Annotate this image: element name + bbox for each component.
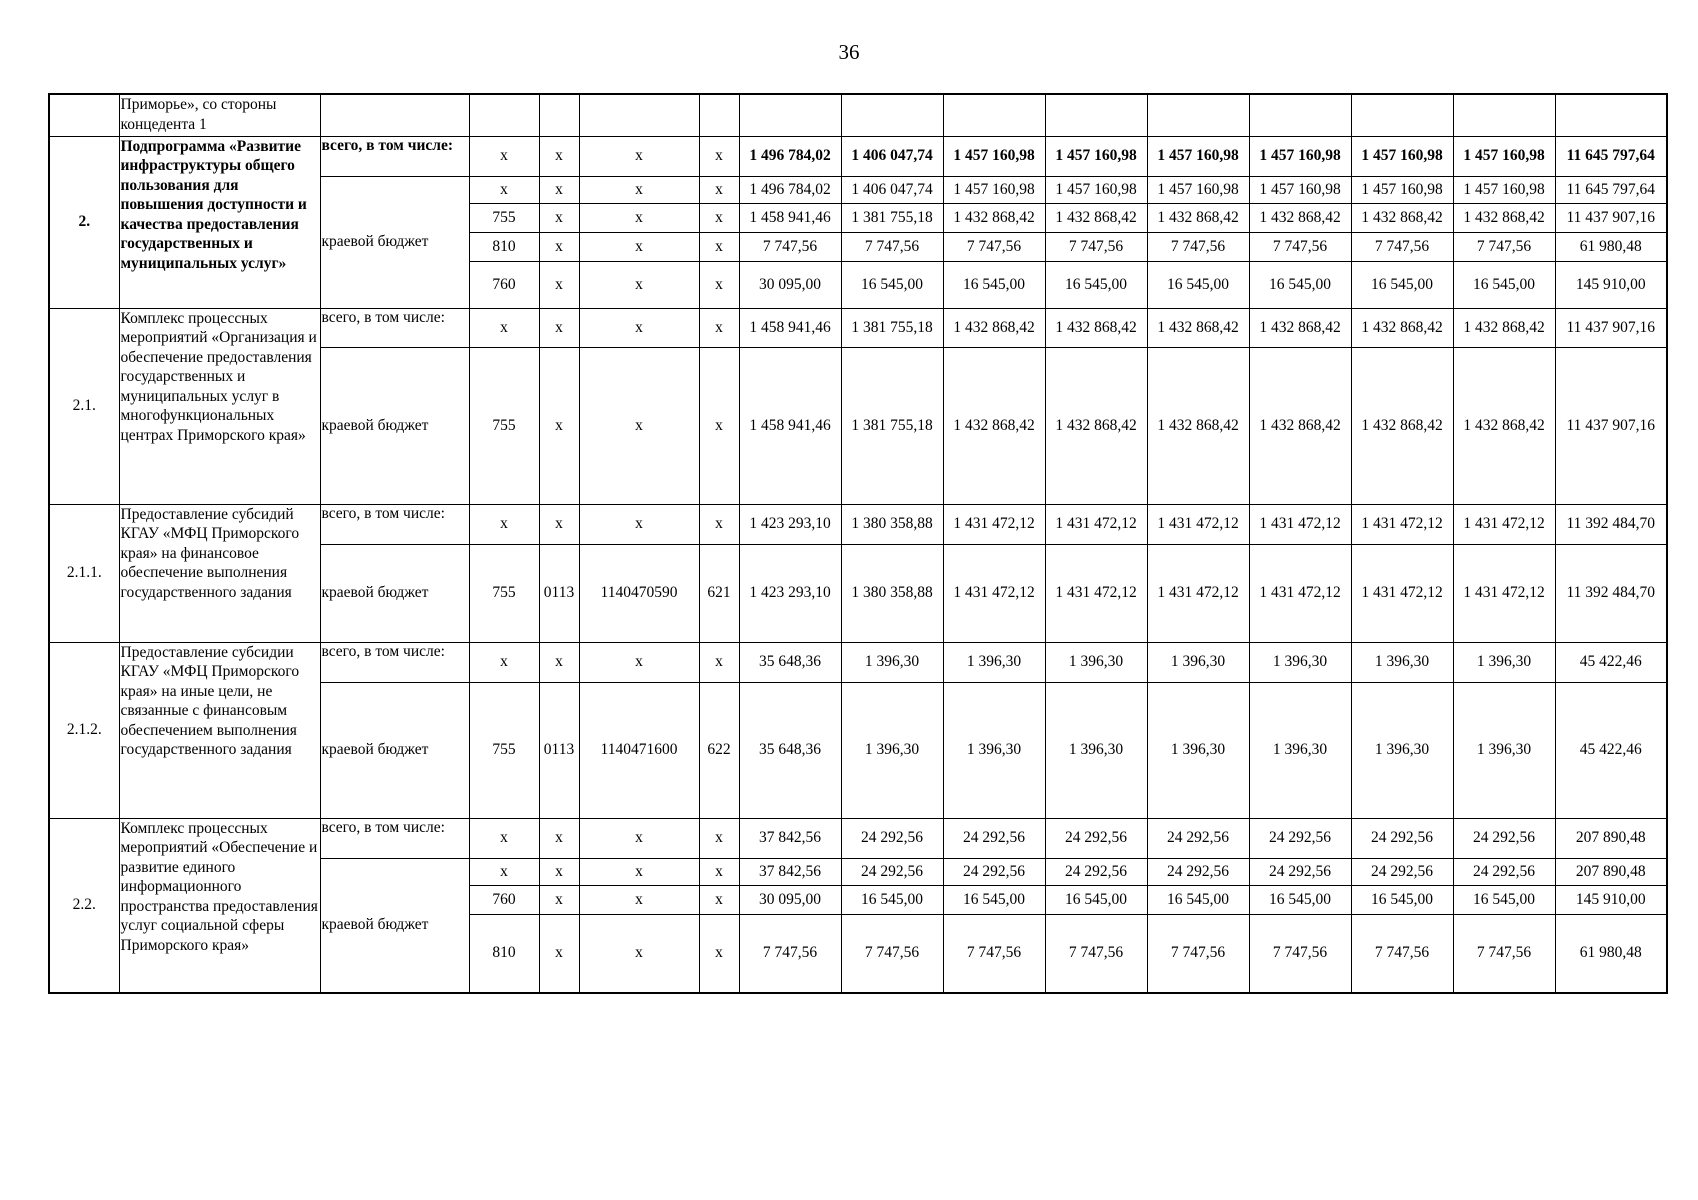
total-amount: 11 437 907,16 <box>1555 203 1667 232</box>
expense-type-code: x <box>699 232 739 261</box>
year-amount: 1 431 472,12 <box>1045 544 1147 642</box>
row-number: 2.1.1. <box>49 504 119 642</box>
expense-type-code: 621 <box>699 544 739 642</box>
year-amount: 1 431 472,12 <box>943 504 1045 544</box>
year-amount: 16 545,00 <box>1147 885 1249 914</box>
target-item-code: 1140471600 <box>579 682 699 818</box>
year-amount: 1 432 868,42 <box>1453 308 1555 347</box>
total-amount <box>1555 94 1667 136</box>
row-number: 2.2. <box>49 818 119 993</box>
year-amount: 1 458 941,46 <box>739 203 841 232</box>
section-code: 0113 <box>539 544 579 642</box>
funding-source: краевой бюджет <box>320 858 469 993</box>
funding-source: краевой бюджет <box>320 544 469 642</box>
year-amount: 24 292,56 <box>1045 858 1147 885</box>
expense-type-code: x <box>699 176 739 203</box>
total-amount: 11 645 797,64 <box>1555 136 1667 176</box>
year-amount: 1 431 472,12 <box>1147 544 1249 642</box>
year-amount: 16 545,00 <box>1453 885 1555 914</box>
total-amount: 11 437 907,16 <box>1555 347 1667 504</box>
year-amount: 1 458 941,46 <box>739 347 841 504</box>
row-number: 2. <box>49 136 119 308</box>
year-amount: 1 380 358,88 <box>841 504 943 544</box>
year-amount: 16 545,00 <box>1045 261 1147 308</box>
funding-source: всего, в том числе: <box>320 818 469 858</box>
grbs-code: x <box>469 308 539 347</box>
grbs-code: 755 <box>469 682 539 818</box>
grbs-code: 760 <box>469 261 539 308</box>
row-name: Комплекс процессных мероприятий «Организация и обеспечение предоставления государственных и муниципальных услуг в многофункциональных центрах Приморского края» <box>119 308 320 504</box>
section-code: x <box>539 858 579 885</box>
year-amount: 1 380 358,88 <box>841 544 943 642</box>
expense-type-code <box>699 94 739 136</box>
year-amount: 7 747,56 <box>1147 914 1249 993</box>
table-row <box>49 818 1667 858</box>
year-amount: 1 457 160,98 <box>1249 176 1351 203</box>
year-amount: 16 545,00 <box>1147 261 1249 308</box>
year-amount: 1 457 160,98 <box>1147 136 1249 176</box>
year-amount: 16 545,00 <box>943 261 1045 308</box>
year-amount: 1 457 160,98 <box>1453 136 1555 176</box>
year-amount <box>739 94 841 136</box>
total-amount: 145 910,00 <box>1555 261 1667 308</box>
year-amount: 16 545,00 <box>1249 885 1351 914</box>
target-item-code: x <box>579 232 699 261</box>
year-amount: 1 396,30 <box>1453 642 1555 682</box>
year-amount: 24 292,56 <box>943 858 1045 885</box>
target-item-code: x <box>579 885 699 914</box>
year-amount: 1 432 868,42 <box>1045 308 1147 347</box>
year-amount: 24 292,56 <box>1351 858 1453 885</box>
year-amount: 30 095,00 <box>739 885 841 914</box>
year-amount: 1 431 472,12 <box>1045 504 1147 544</box>
year-amount: 16 545,00 <box>943 885 1045 914</box>
funding-source: всего, в том числе: <box>320 308 469 347</box>
grbs-code: x <box>469 176 539 203</box>
row-number: 2.1. <box>49 308 119 504</box>
year-amount: 1 432 868,42 <box>943 203 1045 232</box>
year-amount: 24 292,56 <box>1249 818 1351 858</box>
year-amount: 1 431 472,12 <box>1453 504 1555 544</box>
table-row <box>49 136 1667 176</box>
year-amount: 1 432 868,42 <box>1147 203 1249 232</box>
year-amount: 37 842,56 <box>739 858 841 885</box>
section-code: x <box>539 642 579 682</box>
year-amount: 1 432 868,42 <box>1453 203 1555 232</box>
total-amount: 207 890,48 <box>1555 818 1667 858</box>
year-amount: 1 431 472,12 <box>1249 504 1351 544</box>
year-amount: 1 431 472,12 <box>1453 544 1555 642</box>
year-amount: 1 396,30 <box>1045 642 1147 682</box>
total-amount: 11 392 484,70 <box>1555 504 1667 544</box>
year-amount <box>943 94 1045 136</box>
row-name: Предоставление субсидий КГАУ «МФЦ Приморского края» на финансовое обеспечение выполнения государственного задания <box>119 504 320 642</box>
grbs-code: x <box>469 504 539 544</box>
year-amount: 37 842,56 <box>739 818 841 858</box>
funding-source: краевой бюджет <box>320 176 469 308</box>
year-amount: 1 381 755,18 <box>841 347 943 504</box>
year-amount: 1 431 472,12 <box>1351 504 1453 544</box>
total-amount: 207 890,48 <box>1555 858 1667 885</box>
year-amount: 7 747,56 <box>841 232 943 261</box>
year-amount: 1 457 160,98 <box>943 136 1045 176</box>
year-amount: 1 432 868,42 <box>943 308 1045 347</box>
expense-type-code: x <box>699 261 739 308</box>
year-amount: 7 747,56 <box>1147 232 1249 261</box>
total-amount: 145 910,00 <box>1555 885 1667 914</box>
target-item-code: x <box>579 176 699 203</box>
row-number: 2.1.2. <box>49 642 119 818</box>
year-amount: 1 406 047,74 <box>841 176 943 203</box>
year-amount: 1 432 868,42 <box>1351 347 1453 504</box>
target-item-code: 1140470590 <box>579 544 699 642</box>
year-amount: 7 747,56 <box>943 914 1045 993</box>
year-amount: 1 396,30 <box>841 682 943 818</box>
grbs-code: 755 <box>469 203 539 232</box>
target-item-code: x <box>579 914 699 993</box>
expense-type-code: x <box>699 818 739 858</box>
year-amount: 7 747,56 <box>1351 914 1453 993</box>
year-amount <box>1147 94 1249 136</box>
year-amount: 1 432 868,42 <box>1351 203 1453 232</box>
grbs-code: x <box>469 642 539 682</box>
year-amount: 24 292,56 <box>1453 818 1555 858</box>
year-amount: 16 545,00 <box>1351 261 1453 308</box>
section-code: 0113 <box>539 682 579 818</box>
section-code: x <box>539 176 579 203</box>
year-amount: 1 423 293,10 <box>739 504 841 544</box>
year-amount: 24 292,56 <box>943 818 1045 858</box>
section-code: x <box>539 308 579 347</box>
year-amount: 1 432 868,42 <box>1045 347 1147 504</box>
year-amount: 1 457 160,98 <box>1045 176 1147 203</box>
section-code: x <box>539 203 579 232</box>
target-item-code <box>579 94 699 136</box>
total-amount: 11 437 907,16 <box>1555 308 1667 347</box>
target-item-code: x <box>579 203 699 232</box>
year-amount: 1 432 868,42 <box>1249 203 1351 232</box>
year-amount: 1 396,30 <box>943 642 1045 682</box>
budget-body <box>49 94 1667 993</box>
year-amount <box>841 94 943 136</box>
expense-type-code: x <box>699 136 739 176</box>
table-row <box>49 94 1667 136</box>
year-amount: 1 431 472,12 <box>1351 544 1453 642</box>
year-amount <box>1249 94 1351 136</box>
year-amount <box>1351 94 1453 136</box>
total-amount: 61 980,48 <box>1555 914 1667 993</box>
year-amount: 7 747,56 <box>739 914 841 993</box>
year-amount: 1 431 472,12 <box>1249 544 1351 642</box>
grbs-code: 810 <box>469 914 539 993</box>
year-amount: 7 747,56 <box>1045 914 1147 993</box>
year-amount: 7 747,56 <box>1351 232 1453 261</box>
expense-type-code: x <box>699 885 739 914</box>
total-amount: 45 422,46 <box>1555 642 1667 682</box>
year-amount: 30 095,00 <box>739 261 841 308</box>
year-amount: 1 406 047,74 <box>841 136 943 176</box>
year-amount: 1 396,30 <box>1249 642 1351 682</box>
year-amount: 1 457 160,98 <box>1351 136 1453 176</box>
year-amount: 16 545,00 <box>1249 261 1351 308</box>
expense-type-code: x <box>699 203 739 232</box>
year-amount: 16 545,00 <box>841 261 943 308</box>
section-code: x <box>539 818 579 858</box>
year-amount: 1 432 868,42 <box>1351 308 1453 347</box>
funding-source <box>320 94 469 136</box>
year-amount: 24 292,56 <box>1147 858 1249 885</box>
target-item-code: x <box>579 261 699 308</box>
year-amount: 1 396,30 <box>1147 682 1249 818</box>
target-item-code: x <box>579 642 699 682</box>
grbs-code: x <box>469 858 539 885</box>
year-amount: 24 292,56 <box>1249 858 1351 885</box>
year-amount: 7 747,56 <box>1249 232 1351 261</box>
year-amount: 24 292,56 <box>1351 818 1453 858</box>
expense-type-code: x <box>699 858 739 885</box>
grbs-code: x <box>469 136 539 176</box>
year-amount: 1 396,30 <box>943 682 1045 818</box>
target-item-code: x <box>579 504 699 544</box>
page-number: 36 <box>838 40 860 64</box>
year-amount: 1 423 293,10 <box>739 544 841 642</box>
expense-type-code: x <box>699 308 739 347</box>
year-amount: 35 648,36 <box>739 642 841 682</box>
grbs-code: 760 <box>469 885 539 914</box>
year-amount: 24 292,56 <box>1453 858 1555 885</box>
year-amount: 1 457 160,98 <box>943 176 1045 203</box>
total-amount: 11 645 797,64 <box>1555 176 1667 203</box>
year-amount: 7 747,56 <box>1453 232 1555 261</box>
year-amount: 1 457 160,98 <box>1147 176 1249 203</box>
year-amount: 1 396,30 <box>1351 642 1453 682</box>
budget-table <box>48 93 1668 994</box>
year-amount: 1 457 160,98 <box>1045 136 1147 176</box>
year-amount: 7 747,56 <box>739 232 841 261</box>
expense-type-code: x <box>699 504 739 544</box>
grbs-code: 755 <box>469 347 539 504</box>
row-name: Подпрограмма «Развитие инфраструктуры общего пользования для повышения доступности и качества предоставления государственных и муниципальных услуг» <box>119 136 320 308</box>
table-row <box>49 642 1667 682</box>
total-amount: 11 392 484,70 <box>1555 544 1667 642</box>
year-amount: 24 292,56 <box>1045 818 1147 858</box>
total-amount: 45 422,46 <box>1555 682 1667 818</box>
table-row <box>49 308 1667 347</box>
grbs-code: 755 <box>469 544 539 642</box>
row-name: Предоставление субсидии КГАУ «МФЦ Приморского края» на иные цели, не связанные с финансовым обеспечением выполнения государственного задания <box>119 642 320 818</box>
section-code: x <box>539 136 579 176</box>
funding-source: всего, в том числе: <box>320 136 469 176</box>
section-code: x <box>539 347 579 504</box>
year-amount: 1 496 784,02 <box>739 136 841 176</box>
section-code: x <box>539 504 579 544</box>
row-name: Приморье», со стороны концедента 1 <box>119 94 320 136</box>
year-amount: 1 457 160,98 <box>1453 176 1555 203</box>
year-amount: 1 432 868,42 <box>1249 308 1351 347</box>
expense-type-code: x <box>699 914 739 993</box>
year-amount: 7 747,56 <box>1249 914 1351 993</box>
expense-type-code: 622 <box>699 682 739 818</box>
section-code: x <box>539 261 579 308</box>
target-item-code: x <box>579 308 699 347</box>
year-amount: 1 432 868,42 <box>1147 308 1249 347</box>
year-amount: 16 545,00 <box>1045 885 1147 914</box>
section-code: x <box>539 885 579 914</box>
row-number <box>49 94 119 136</box>
target-item-code: x <box>579 858 699 885</box>
year-amount: 1 432 868,42 <box>943 347 1045 504</box>
funding-source: всего, в том числе: <box>320 642 469 682</box>
year-amount: 1 381 755,18 <box>841 308 943 347</box>
year-amount: 1 396,30 <box>1045 682 1147 818</box>
year-amount: 1 457 160,98 <box>1249 136 1351 176</box>
table-row <box>49 504 1667 544</box>
year-amount: 1 432 868,42 <box>1045 203 1147 232</box>
year-amount: 1 432 868,42 <box>1453 347 1555 504</box>
expense-type-code: x <box>699 347 739 504</box>
year-amount: 7 747,56 <box>943 232 1045 261</box>
section-code: x <box>539 232 579 261</box>
funding-source: краевой бюджет <box>320 347 469 504</box>
target-item-code: x <box>579 818 699 858</box>
year-amount: 1 496 784,02 <box>739 176 841 203</box>
year-amount: 1 396,30 <box>1351 682 1453 818</box>
row-name: Комплекс процессных мероприятий «Обеспечение и развитие единого информационного пространства предоставления услуг социальной сферы Приморского края» <box>119 818 320 993</box>
year-amount: 1 396,30 <box>1453 682 1555 818</box>
year-amount: 1 432 868,42 <box>1147 347 1249 504</box>
year-amount: 1 381 755,18 <box>841 203 943 232</box>
section-code <box>539 94 579 136</box>
year-amount: 7 747,56 <box>1045 232 1147 261</box>
year-amount: 1 431 472,12 <box>1147 504 1249 544</box>
section-code: x <box>539 914 579 993</box>
expense-type-code: x <box>699 642 739 682</box>
total-amount: 61 980,48 <box>1555 232 1667 261</box>
year-amount: 1 396,30 <box>1147 642 1249 682</box>
year-amount: 1 431 472,12 <box>943 544 1045 642</box>
grbs-code: 810 <box>469 232 539 261</box>
year-amount: 7 747,56 <box>841 914 943 993</box>
funding-source: всего, в том числе: <box>320 504 469 544</box>
year-amount <box>1045 94 1147 136</box>
year-amount: 16 545,00 <box>1453 261 1555 308</box>
year-amount: 24 292,56 <box>841 818 943 858</box>
year-amount: 1 458 941,46 <box>739 308 841 347</box>
year-amount: 16 545,00 <box>1351 885 1453 914</box>
grbs-code <box>469 94 539 136</box>
year-amount: 35 648,36 <box>739 682 841 818</box>
year-amount: 16 545,00 <box>841 885 943 914</box>
target-item-code: x <box>579 136 699 176</box>
grbs-code: x <box>469 818 539 858</box>
year-amount: 1 457 160,98 <box>1351 176 1453 203</box>
year-amount: 1 396,30 <box>1249 682 1351 818</box>
year-amount: 1 432 868,42 <box>1249 347 1351 504</box>
year-amount: 24 292,56 <box>841 858 943 885</box>
funding-source: краевой бюджет <box>320 682 469 818</box>
year-amount: 1 396,30 <box>841 642 943 682</box>
year-amount: 7 747,56 <box>1453 914 1555 993</box>
year-amount <box>1453 94 1555 136</box>
target-item-code: x <box>579 347 699 504</box>
year-amount: 24 292,56 <box>1147 818 1249 858</box>
